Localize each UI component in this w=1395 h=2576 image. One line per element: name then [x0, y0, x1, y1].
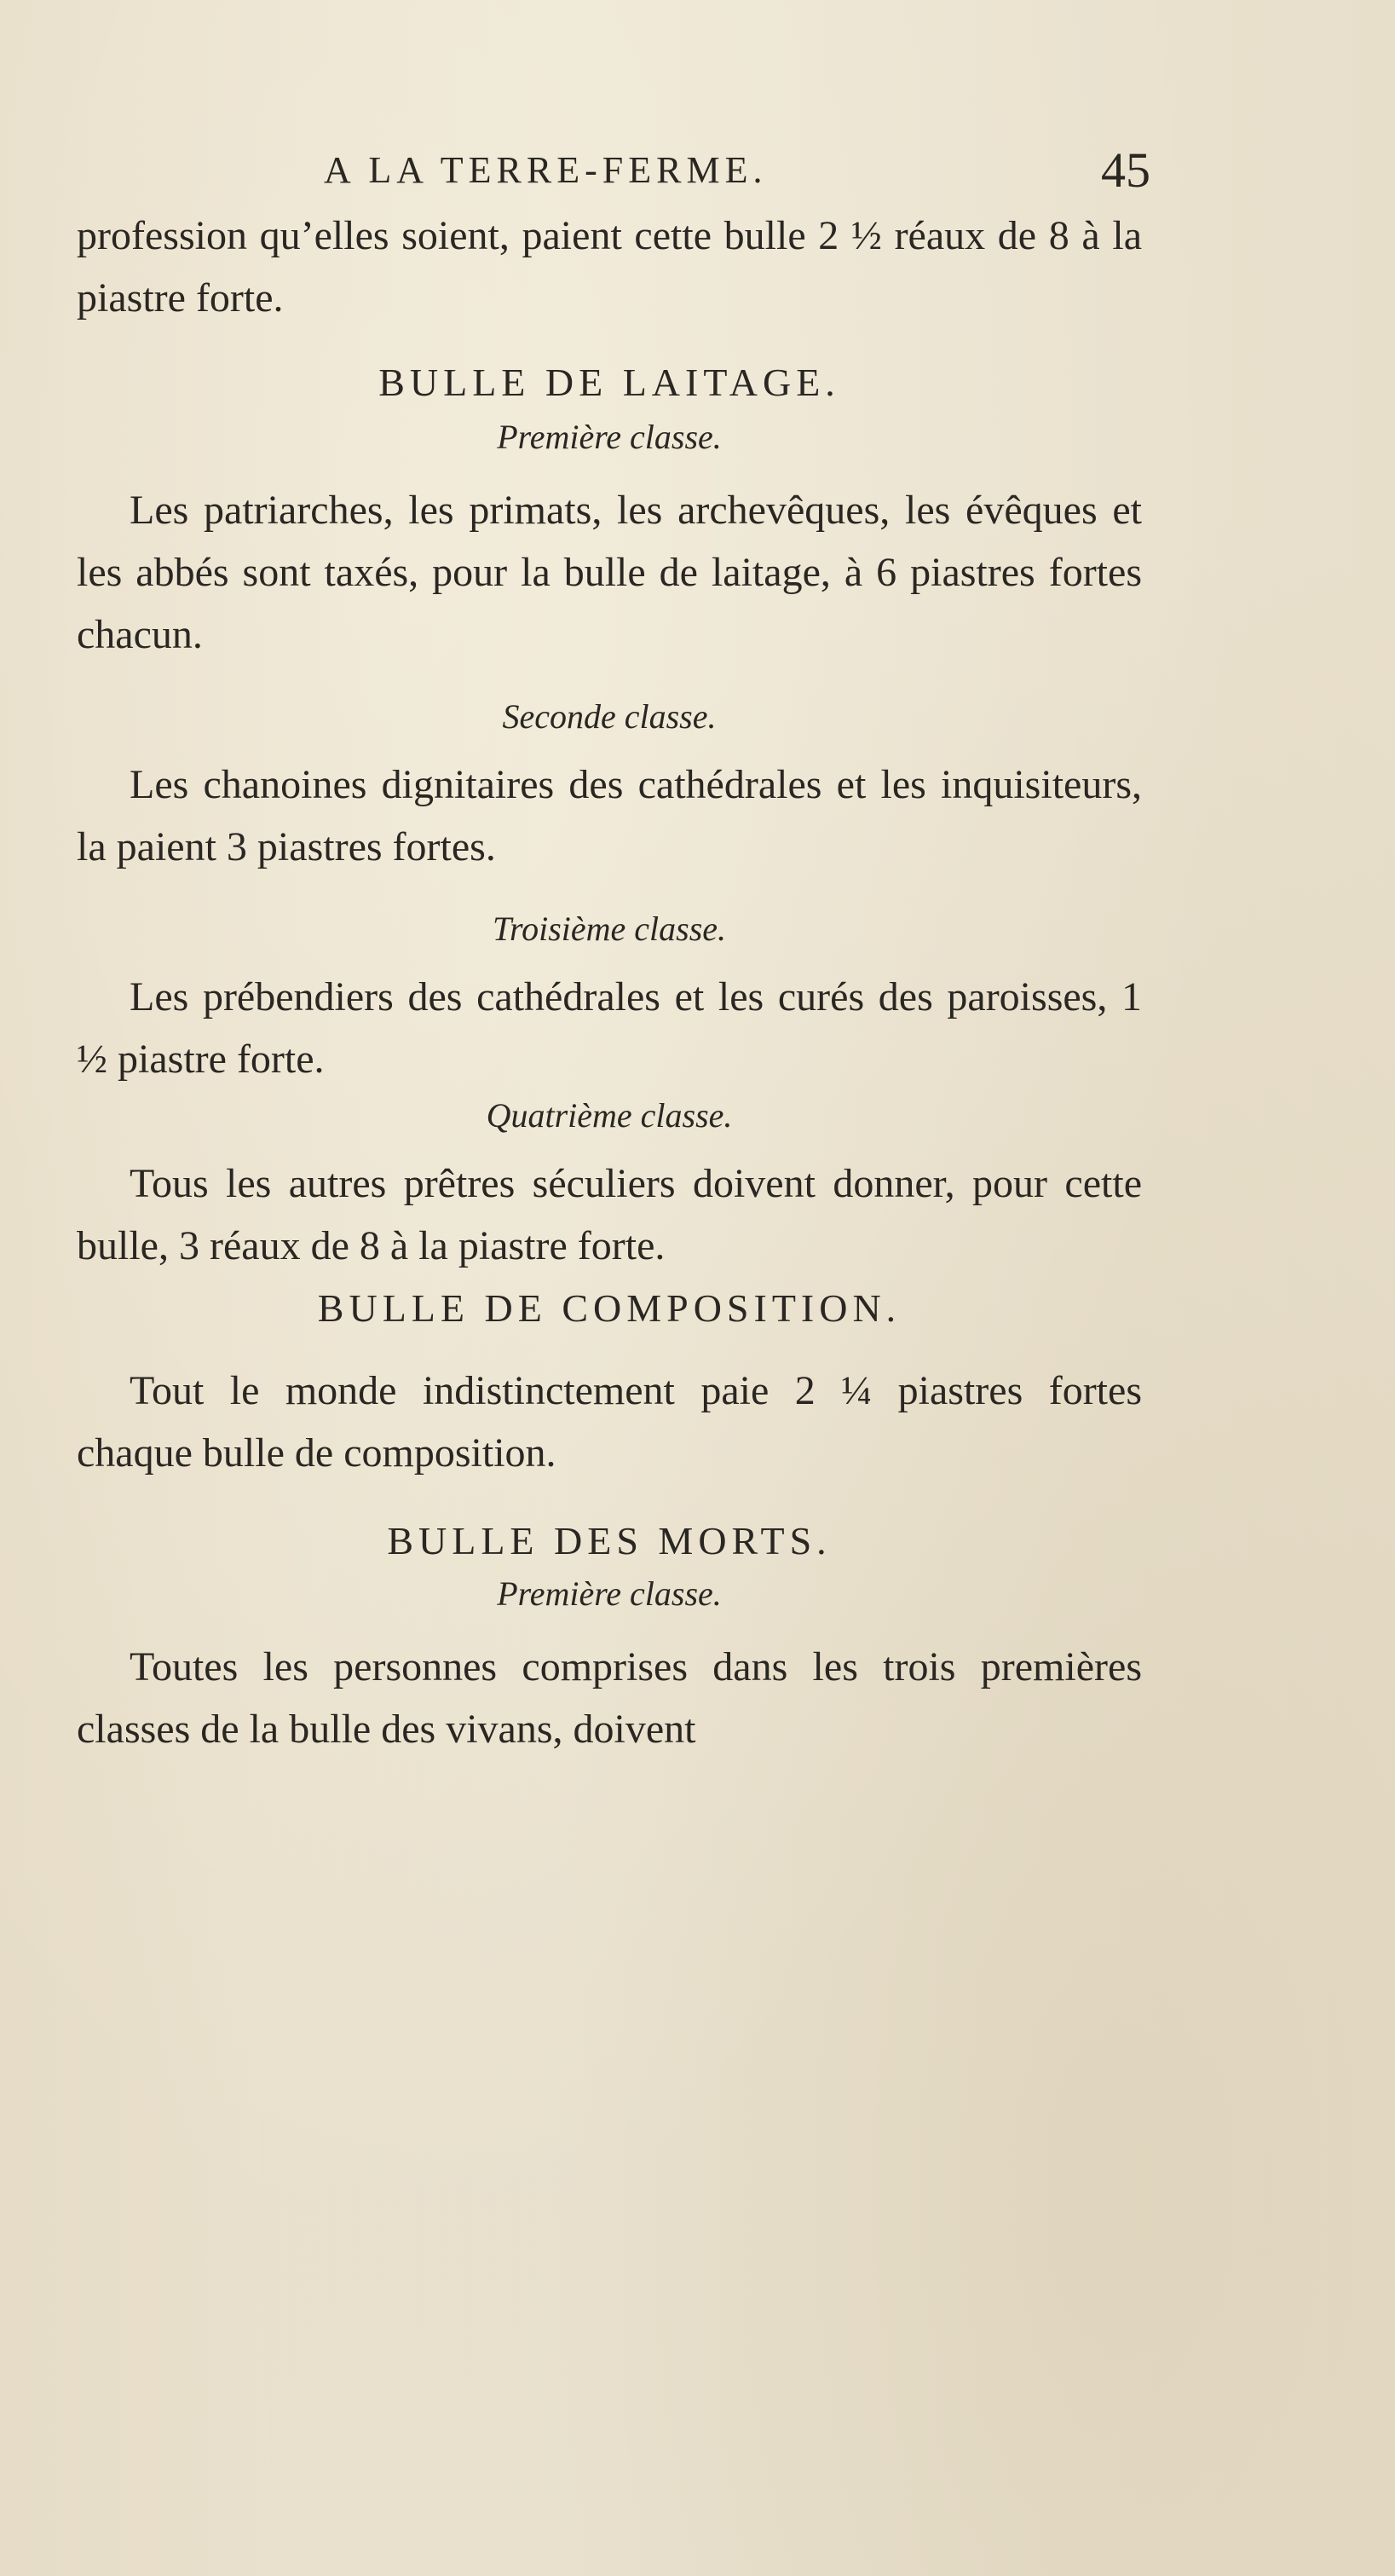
subheading-quatrieme-classe: Quatrième classe.	[486, 1096, 733, 1135]
running-head	[77, 136, 1150, 205]
paragraph-composition: Tout le monde indistinctement paie 2 ¼ piastres fortes chaque bulle de composition.	[77, 1368, 1142, 1476]
heading-bulle-des-morts: BULLE DES MORTS.	[387, 1519, 832, 1562]
text-block	[77, 136, 1150, 1760]
running-title: A LA TERRE-FERME.	[324, 149, 768, 191]
paragraph-laitage-seconde: Les chanoines dignitaires des cathédrales et les inquisiteurs, la paient 3 piastres fortes.	[77, 762, 1142, 869]
heading-bulle-de-composition: BULLE DE COMPOSITION.	[317, 1286, 902, 1330]
heading-bulle-de-laitage: BULLE DE LAITAGE.	[378, 361, 840, 404]
paragraph-continued: profession qu’elles soient, paient cette bulle 2 ½ réaux de 8 à la piastre forte.	[77, 213, 1142, 321]
subheading-premiere-classe: Première classe.	[497, 418, 722, 456]
paragraph-laitage-quatrieme: Tous les autres prêtres séculiers doivent donner, pour cette bulle, 3 réaux de 8 à la piastre forte.	[77, 1161, 1142, 1268]
subheading-seconde-classe: Seconde classe.	[502, 697, 717, 736]
page-number: 45	[1101, 142, 1150, 198]
subheading-morts-premiere-classe: Première classe.	[497, 1574, 722, 1613]
paragraph-morts-premiere: Toutes les personnes comprises dans les trois premières classes de la bulle des vivans, doivent	[77, 1644, 1142, 1752]
paragraph-laitage-troisieme: Les prébendiers des cathédrales et les curés des paroisses, 1 ½ piastre forte.	[77, 974, 1142, 1082]
subheading-troisieme-classe: Troisième classe.	[492, 910, 727, 948]
paragraph-laitage-premiere: Les patriarches, les primats, les archevêques, les évêques et les abbés sont taxés, pour la bulle de laitage, à 6 piastres fortes chacun.	[77, 488, 1142, 657]
